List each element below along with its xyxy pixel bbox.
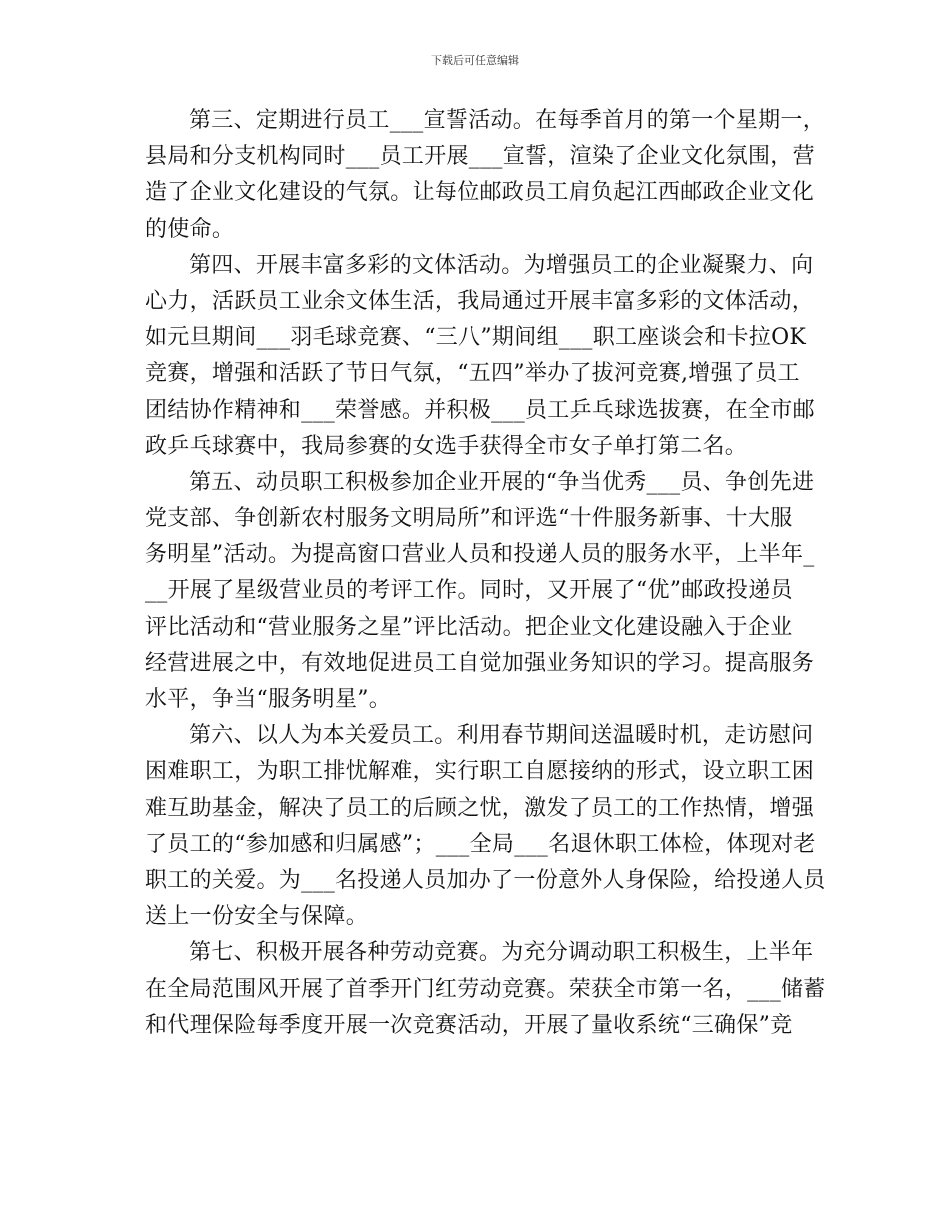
text-line: 困难职工，为职工排忧解难，实行职工自愿接纳的形式，设立职工困	[145, 759, 815, 785]
text-line: 党支部、争创新农村服务文明局所”和评选“十件服务新事、十大服	[145, 506, 793, 532]
text-line: 第七、积极开展各种劳动竞赛。为充分调动职工积极生，上半年	[189, 940, 814, 966]
text-line: 职工的关爱。为___名投递人员加办了一份意外人身保险，给投递人员	[145, 867, 826, 893]
document-body	[145, 103, 826, 1044]
text-line: 务明星”活动。为提高窗口营业人员和投递人员的服务水平，上半年_	[145, 542, 815, 568]
text-line: 心力，活跃员工业余文体生活，我局通过开展丰富多彩的文体活动，	[145, 288, 815, 314]
paragraph-4	[145, 248, 815, 465]
paragraph-7	[145, 935, 826, 1044]
text-line: 如元旦期间___羽毛球竞赛、“三八”期间组___职工座谈会和卡拉OK	[145, 325, 807, 351]
text-line: 团结协作精神和___荣誉感。并积极___员工乒乓球选拔赛，在全市邮	[145, 397, 815, 423]
text-line: 和代理保险每季度开展一次竞赛活动，开展了量收系统“三确保”竞	[145, 1012, 793, 1038]
text-line: 在全局范围风开展了首季开门红劳动竞赛。荣获全市第一名，___储蓄	[145, 976, 826, 1002]
text-line: 难互助基金，解决了员工的后顾之忧，激发了员工的工作热情，增强	[145, 795, 815, 821]
text-line: 第四、开展丰富多彩的文体活动。为增强员工的企业凝聚力、向	[189, 252, 814, 278]
paragraph-3	[145, 103, 826, 248]
text-line: 了员工的“参加感和归属感”；___全局___名退休职工体检，体现对老	[145, 831, 816, 857]
text-line: 第五、动员职工积极参加企业开展的“争当优秀___员、争创先进	[189, 469, 815, 495]
text-line: 第三、定期进行员工___宣誓活动。在每季首月的第一个星期一，	[189, 108, 826, 133]
page-header: 下载后可任意编辑	[431, 54, 519, 67]
text-line: 政乒乓球赛中，我局参赛的女选手获得全市女子单打第二名。	[145, 433, 748, 459]
text-line: 经营进展之中，有效地促进员工自觉加强业务知识的学习。提高服务	[145, 650, 815, 676]
text-line: 竞赛，增强和活跃了节日气氛，“五四”举办了拔河竞赛,增强了员工	[145, 361, 800, 387]
text-line: 第六、以人为本关爱员工。利用春节期间送温暖时机，走访慰问	[189, 723, 814, 749]
paragraph-5	[145, 465, 815, 718]
text-line: 造了企业文化建设的气氛。让每位邮政员工肩负起江西邮政企业文化	[145, 180, 815, 206]
text-line: 评比活动和“营业服务之星”评比活动。把企业文化建设融入于企业	[145, 614, 793, 640]
paragraph-6	[145, 718, 826, 935]
text-line: 水平，争当“服务明星”。	[145, 687, 392, 712]
text-line: 送上一份安全与保障。	[145, 904, 369, 930]
text-line: __开展了星级营业员的考评工作。同时，又开展了“优”邮政投递员	[145, 578, 793, 604]
text-line: 县局和分支机构同时___员工开展___宣誓，渲染了企业文化氛围，营	[145, 144, 815, 170]
text-line: 的使命。	[145, 216, 235, 242]
